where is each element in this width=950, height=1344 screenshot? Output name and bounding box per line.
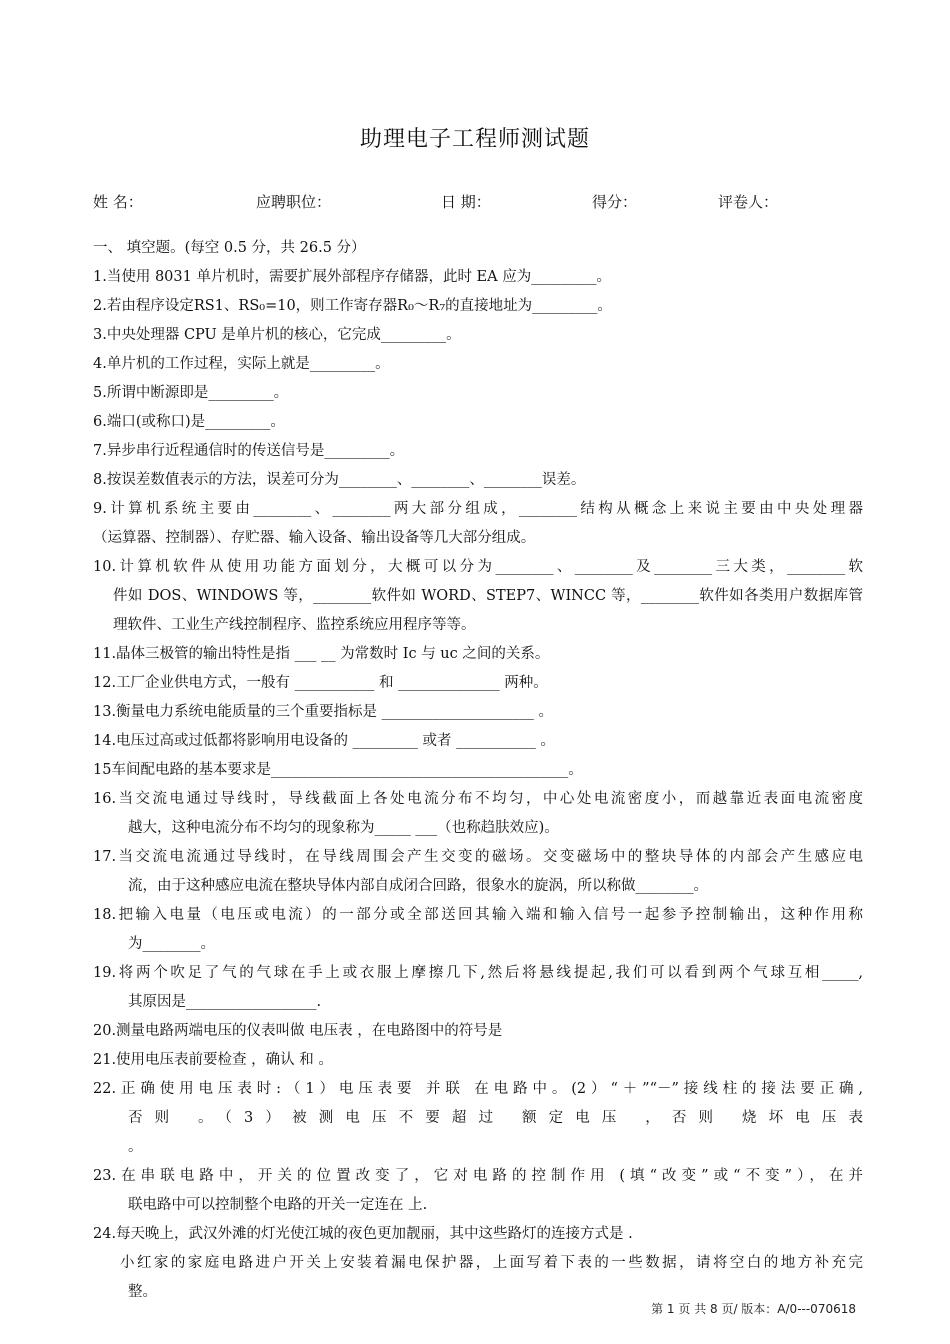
- question-line: 4.单片机的工作过程，实际上就是_________。: [93, 356, 390, 372]
- question-line: 6.端口(或称口)是_________。: [93, 414, 285, 430]
- question-line: 16.当交流电通过导线时，导线截面上各处电流分布不均匀，中心处电流密度小，而越靠近表面电流密度: [93, 791, 863, 807]
- grader-label: 评卷人：: [718, 193, 779, 211]
- question-line: 3.中央处理器 CPU 是单片机的核心，它完成_________。: [93, 327, 461, 343]
- question-line: 13.衡量电力系统电能质量的三个重要指标是 _____________________ 。: [93, 704, 554, 720]
- score-label: 得分：: [592, 193, 638, 211]
- question-line: （运算器、控制器）、存贮器、输入设备、输出设备等几大部分组成。: [93, 530, 536, 546]
- question-line: 17.当交流电流通过导线时，在导线周围会产生交变的磁场。交变磁场中的整块导体的内部会产生感应电: [93, 849, 863, 865]
- question-line: 1.当使用 8031 单片机时，需要扩展外部程序存储器，此时 EA 应为_________。: [93, 269, 611, 285]
- question-line: 流，由于这种感应电流在整块导体内部自成闭合回路，很象水的旋涡，所以称做________。: [128, 878, 708, 894]
- question-line: 小红家的家庭电路进户开关上安装着漏电保护器，上面写着下表的一些数据，请将空白的地方补充完: [120, 1255, 863, 1271]
- section-heading: 一、 填空题。(每空 0.5 分，共 26.5 分）: [93, 240, 366, 256]
- question-line: 越大，这种电流分布不均匀的现象称为_____ ___（也称趋肤效应)。: [128, 820, 559, 836]
- question-line: 15车间配电路的基本要求是_________________________________________。: [93, 762, 583, 778]
- question-line: 其原因是__________________.: [128, 994, 322, 1010]
- question-line: 为________。: [128, 936, 215, 952]
- question-line: 件如 DOS、WINDOWS 等，________软件如 WORD、STEP7、WINCC 等，________软件如各类用户数据库管: [113, 588, 863, 604]
- question-line: 10.计算机软件从使用功能方面划分，大概可以分为________、________及________三大类，________软: [93, 559, 863, 575]
- question-line: 否则 。（3）被测电压不要超过 额定电压 ，否则 烧坏电压表: [128, 1110, 863, 1126]
- question-line: 19.将两个吹足了气的气球在手上或衣服上摩擦几下,然后将悬线提起,我们可以看到两个气球互相_____,: [93, 965, 863, 981]
- question-line: 。: [128, 1139, 143, 1155]
- question-line: 理软件、工业生产线控制程序、监控系统应用程序等等。: [113, 617, 476, 633]
- question-line: 23.在串联电路中，开关的位置改变了，它对电路的控制作用 (填“改变”或“不变”），在并: [93, 1168, 863, 1184]
- question-list: [93, 234, 863, 1307]
- question-line: 整。: [128, 1284, 157, 1300]
- question-line: 11.晶体三极管的输出特性是指 ___ __ 为常数时 Ic 与 uc 之间的关系。: [93, 646, 550, 662]
- question-line: 9.计算机系统主要由________、________两大部分组成，________结构从概念上来说主要由中央处理器: [93, 501, 863, 517]
- question-line: 18.把输入电量（电压或电流）的一部分或全部送回其输入端和输入信号一起参予控制输出，这种作用称: [93, 907, 863, 923]
- question-line: 21.使用电压表前要检查 ，确认 和 。: [93, 1052, 333, 1068]
- question-line: 7.异步串行近程通信时的传送信号是_________。: [93, 443, 405, 459]
- question-line: 14.电压过高或过低都将影响用电设备的 _________ 或者 ___________ 。: [93, 733, 555, 749]
- question-line: 24.每天晚上，武汉外滩的灯光使江城的夜色更加靓丽，其中这些路灯的连接方式是 .: [93, 1226, 633, 1242]
- page-title: 助理电子工程师测试题: [359, 127, 590, 152]
- question-line: 20.测量电路两端电压的仪表叫做 电压表 ，在电路图中的符号是: [93, 1023, 503, 1039]
- question-line: 联电路中可以控制整个电路的开关一定连在 上.: [128, 1197, 428, 1213]
- question-line: 22.正确使用电压表时:（1）电压表要 并联 在电路中。(2）“＋”“－”接线柱的接法要正确,: [93, 1081, 863, 1097]
- page-footer: 第 1 页 共 8 页/ 版本：A/0---070618: [651, 1302, 856, 1316]
- position-label: 应聘职位：: [256, 193, 332, 211]
- question-line: 12.工厂企业供电方式，一般有 ___________ 和 ______________ 两种。: [93, 675, 548, 691]
- date-label: 日 期：: [441, 193, 491, 211]
- question-line: 5.所谓中断源即是_________。: [93, 385, 289, 401]
- name-label: 姓 名：: [93, 193, 143, 211]
- question-line: 2.若由程序设定RS1、RS₀=10，则工作寄存器R₀～R₇的直接地址为_________。: [93, 298, 612, 314]
- question-line: 8.按误差数值表示的方法，误差可分为________、________、________误差。: [93, 472, 586, 488]
